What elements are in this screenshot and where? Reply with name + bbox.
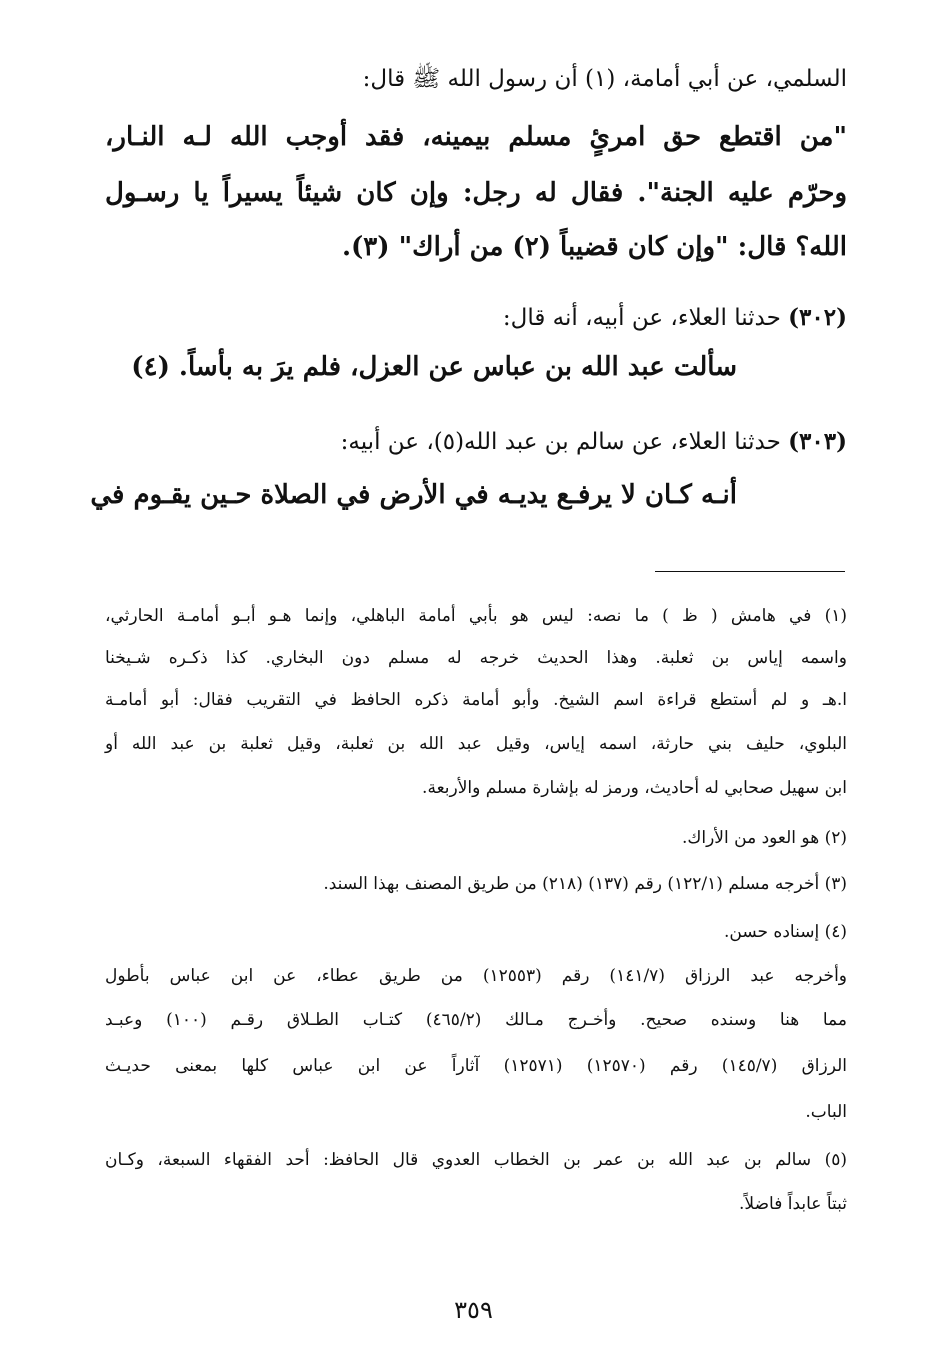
footnote-4-line-4: الرزاق (١٤٥/٧) رقم (١٢٥٧٠) (١٢٥٧١) آثاراً عن ابن عباس كلها بمعنى حديـث (105, 1056, 847, 1076)
hadith-line-1: "من اقتطع حق امرئٍ مسلم بيمينه، فقد أوجب الله لـه النـار، (105, 122, 847, 152)
page-number: ٣٥٩ (454, 1296, 493, 1324)
footnote-5-line-1: (٥) سالم بن عبد الله بن عمر بن الخطاب العدوي قال الحافظ: أحد الفقهاء السبعة، وكـان (105, 1150, 847, 1170)
footnote-1-line-3: ا.هـ و لم أستطع قراءة اسم الشيخ. وأبو أمامة ذكره الحافظ في التقريب فقال: أبو أمامـة (105, 690, 847, 710)
footnote-1-line-4: البلوي، حليف بني حارثة، اسمه إياس، وقيل عبد الله بن ثعلبة، وقيل ثعلبة بن عبد الله أو (105, 734, 847, 754)
footnote-4-line-5: الباب. (805, 1102, 847, 1122)
footnote-4: (٤) إسناده حسن. (724, 922, 847, 942)
hadith-line-3: الله؟ قال: "وإن كان قضيباً (٢) من أراك" (٣). (341, 232, 847, 262)
footnote-4-line-3: مما هنا وسنده صحيح. وأخـرج مـالك (٤٦٥/٢) كتـاب الطـلاق رقـم (١٠٠) وعبـد (105, 1010, 847, 1030)
footnote-3: (٣) أخرجه مسلم (١٢٢/١) رقم (١٣٧) (٢١٨) من طريق المصنف بهذا السند. (323, 874, 847, 894)
hadith-number-303: (٣٠٣) (788, 428, 847, 455)
hadith-302-text: سألت عبد الله بن عباس عن العزل، فلم يرَ به بأساً. (٤) (131, 352, 737, 382)
intro-line: السلمي، عن أبي أمامة، (١) أن رسول الله ﷺ قال: (362, 66, 847, 92)
hadith-line-2: وحرّم عليه الجنة". فقال له رجل: وإن كان شيئاً يسيراً يا رسـول (105, 178, 847, 208)
footnote-4-line-2: وأخرجه عبد الرزاق (١٤١/٧) رقم (١٢٥٥٣) من طريق عطاء، عن ابن عباس بأطول (105, 966, 847, 986)
footnote-1-line-2: واسمه إياس بن ثعلبة. وهذا الحديث خرجه له مسلم دون البخاري. كذا ذكـره شـيخنا (105, 648, 847, 668)
footnote-1-line-5: ابن سهيل صحابي له أحاديث، ورمز له بإشارة مسلم والأربعة. (422, 778, 847, 798)
hadith-number-302: (٣٠٢) (788, 304, 847, 331)
hadith-303-isnad: حدثنا العلاء، عن سالم بن عبد الله(٥)، عن أبيه: (340, 429, 781, 455)
hadith-303-text: أنـه كـان لا يرفـع يديـه في الأرض في الصلاة حـين يقـوم في (90, 480, 737, 510)
footnote-separator (655, 571, 845, 572)
footnote-2: (٢) هو العود من الأراك. (681, 828, 847, 848)
hadith-303-chain (341, 428, 847, 455)
footnote-5-line-2: ثبتاً عابداً فاضلاً. (739, 1194, 847, 1214)
hadith-302-chain (503, 304, 847, 331)
hadith-302-isnad: حدثنا العلاء، عن أبيه، أنه قال: (502, 305, 781, 331)
footnote-1-line-1: (١) في هامش ( ظ ) ما نصه: ليس هو بأبي أمامة الباهلي، وإنما هـو أبـو أمامـة الحارثي، (105, 606, 847, 626)
